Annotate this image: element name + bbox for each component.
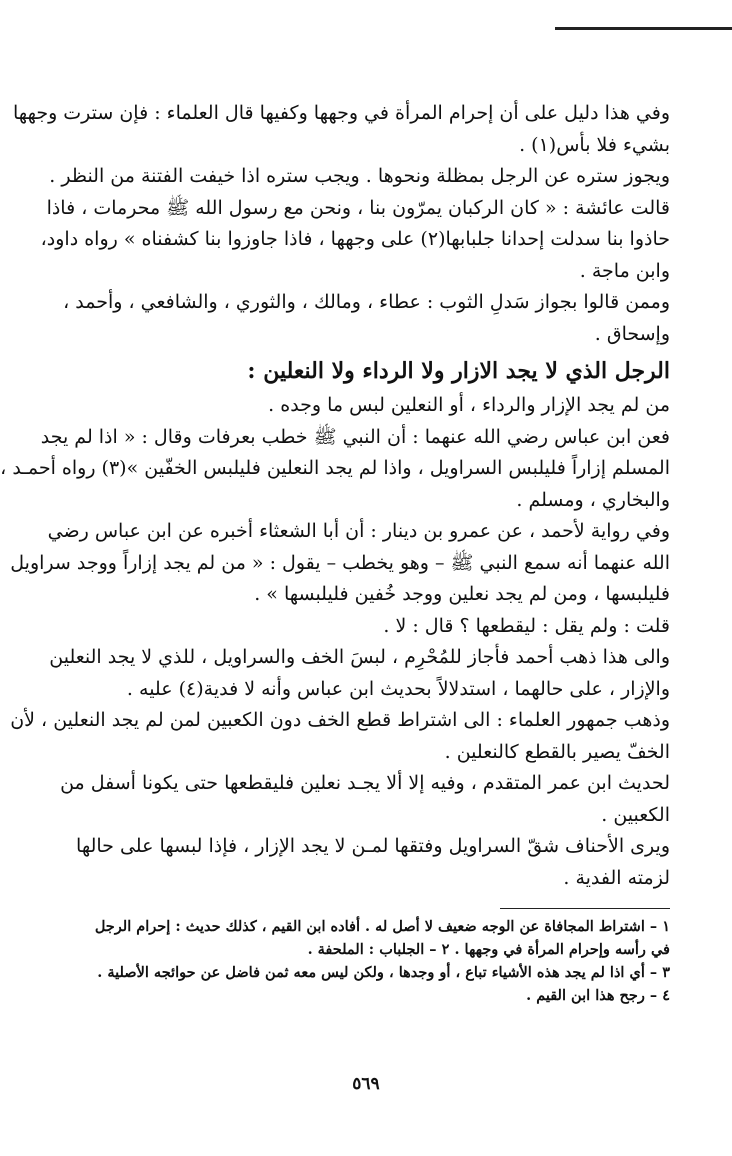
page-number: ٥٦٩ xyxy=(352,1074,380,1094)
text-line: الخفّ يصير بالقطع كالنعلين . xyxy=(444,740,670,763)
section-heading: الرجل الذي لا يجد الازار ولا الرداء ولا النعلين : xyxy=(247,358,670,384)
footnote-line: في رأسه وإحرام المرأة في وجهها . ٢ – الجلباب : الملحفة . xyxy=(307,941,670,958)
text-line: فليلبسها ، ومن لم يجد نعلين ووجد خُفين فليلبسها » . xyxy=(254,583,670,605)
text-line: حاذوا بنا سدلت إحدانا جلبابها(٢) على وجهها ، فاذا جاوزوا بنا كشفناه » رواه داود، xyxy=(40,228,670,250)
text-line: والى هذا ذهب أحمد فأجاز للمُحْرِم ، لبسَ الخف والسراويل ، للذي لا يجد النعلين xyxy=(49,646,670,668)
text-line: وممن قالوا بجواز سَدلِ الثوب : عطاء ، ومالك ، والثوري ، والشافعي ، وأحمد ، xyxy=(63,291,670,313)
text-line: وفي رواية لأحمد ، عن عمرو بن دينار : أن أبا الشعثاء أخبره عن ابن عباس رضي xyxy=(47,520,670,542)
top-rule xyxy=(555,27,732,30)
text-line: قالت عائشة : « كان الركبان يمرّون بنا ، ونحن مع رسول الله ﷺ محرمات ، فاذا xyxy=(46,196,670,219)
footnote-line: ٣ – أي اذا لم يجد هذه الأشياء تباع ، أو وجدها ، ولكن ليس معه ثمن فاضل عن حوائجه الأصلية . xyxy=(97,964,670,981)
text-line: لحديث ابن عمر المتقدم ، وفيه إلا ألا يجـد نعلين فليقطعها حتى يكونا أسفل من xyxy=(60,772,670,794)
footnote-line: ٤ – رجح هذا ابن القيم . xyxy=(526,987,670,1004)
text-line: بشيء فلا بأس(١) . xyxy=(519,133,670,156)
text-line: وذهب جمهور العلماء : الى اشتراط قطع الخف دون الكعبين لمن لم يجد النعلين ، لأن xyxy=(10,709,670,731)
text-line: والبخاري ، ومسلم . xyxy=(516,488,670,511)
text-line: ويرى الأحناف شقّ السراويل وفتقها لمـن لا يجد الإزار ، فإذا لبسها على حالها xyxy=(76,835,670,857)
text-line: وإسحاق . xyxy=(594,322,670,345)
text-line: والإزار ، على حالهما ، استدلالاً بحديث ابن عباس وأنه لا فدية(٤) عليه . xyxy=(126,677,670,700)
text-line: وابن ماجة . xyxy=(579,259,670,282)
footnote-line: ١ – اشتراط المجافاة عن الوجه ضعيف لا أصل له . أفاده ابن القيم ، كذلك حديث : إحرام الرجل xyxy=(94,918,670,935)
text-line: من لم يجد الإزار والرداء ، أو النعلين لبس ما وجده . xyxy=(268,394,670,416)
text-line: الله عنهما أنه سمع النبي ﷺ – وهو يخطب – يقول : « من لم يجد إزاراً ووجد سراويل xyxy=(10,551,670,574)
footnote-separator xyxy=(500,908,670,909)
text-line: الكعبين . xyxy=(601,803,670,826)
text-line: قلت : ولم يقل : ليقطعها ؟ قال : لا . xyxy=(383,614,670,637)
text-line: وفي هذا دليل على أن إحرام المرأة في وجهها وكفيها قال العلماء : فإن سترت وجهها xyxy=(13,102,670,124)
text-line: لزمته الفدية . xyxy=(563,866,670,889)
text-line: ويجوز ستره عن الرجل بمظلة ونحوها . ويجب ستره اذا خيفت الفتنة من النظر . xyxy=(49,165,670,187)
page-body xyxy=(0,98,670,1007)
text-line: المسلم إزاراً فليلبس السراويل ، واذا لم يجد النعلين فليلبس الخفّين »(٣) رواه أحمـد ، xyxy=(0,457,670,479)
text-line: فعن ابن عباس رضي الله عنهما : أن النبي ﷺ خطب بعرفات وقال : « اذا لم يجد xyxy=(40,425,670,448)
